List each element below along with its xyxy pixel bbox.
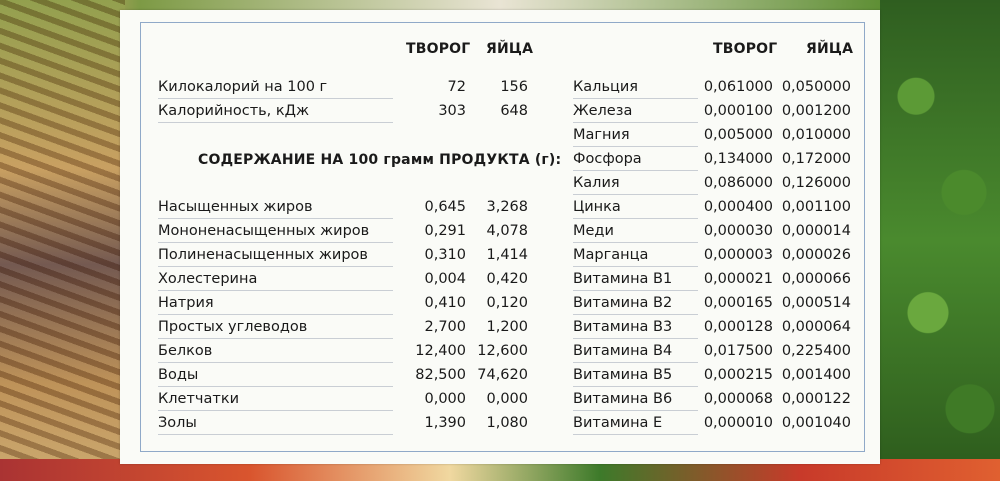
value-tvorog: 2,700 [424,319,466,335]
row-underline [573,194,698,195]
row-label: Железа [573,103,633,119]
row-underline [573,386,698,387]
row-label: Витамина Е [573,415,663,431]
table-row [573,364,851,388]
row-label: Полиненасыщенных жиров [158,247,368,263]
value-yaitsa: 0,001200 [781,103,851,119]
row-label: Насыщенных жиров [158,199,313,215]
table-row [158,412,528,436]
row-label: Калия [573,175,620,191]
row-underline [573,146,698,147]
row-underline [573,266,698,267]
value-yaitsa: 12,600 [477,343,528,359]
value-tvorog: 0,000215 [703,367,773,383]
value-tvorog: 12,400 [415,343,466,359]
value-yaitsa: 0,010000 [781,127,851,143]
value-tvorog: 72 [447,79,466,95]
table-row [573,268,851,292]
row-underline [573,98,698,99]
table-row [158,292,528,316]
table-row [573,196,851,220]
value-yaitsa: 0,000514 [781,295,851,311]
header-left-tvorog: ТВОРОГ [406,41,471,57]
value-yaitsa: 4,078 [486,223,528,239]
table-row [573,220,851,244]
row-underline [573,122,698,123]
value-yaitsa: 0,120 [486,295,528,311]
row-underline [158,410,393,411]
row-underline [573,338,698,339]
table-row [573,100,851,124]
row-label: Калорийность, кДж [158,103,310,119]
table-row [158,364,528,388]
row-label: Витамина В3 [573,319,673,335]
value-tvorog: 0,004 [424,271,466,287]
table-row [158,100,528,124]
value-yaitsa: 3,268 [486,199,528,215]
value-yaitsa: 0,000026 [781,247,851,263]
nutrition-panel [120,10,880,464]
row-underline [573,218,698,219]
row-underline [158,266,393,267]
row-label: Меди [573,223,614,239]
value-yaitsa: 0,225400 [781,343,851,359]
row-label: Витамина В4 [573,343,673,359]
table-row [158,196,528,220]
table-row [573,412,851,436]
row-label: Простых углеводов [158,319,308,335]
value-tvorog: 0,310 [424,247,466,263]
row-label: Витамина В1 [573,271,673,287]
table-row [158,268,528,292]
value-tvorog: 0,000068 [703,391,773,407]
row-label: Витамина В6 [573,391,673,407]
value-tvorog: 0,000400 [703,199,773,215]
row-underline [573,362,698,363]
value-tvorog: 0,000165 [703,295,773,311]
value-yaitsa: 1,080 [486,415,528,431]
row-underline [158,386,393,387]
table-row [573,292,851,316]
table-row [573,124,851,148]
table-row [158,340,528,364]
row-label: Марганца [573,247,649,263]
table-row [573,76,851,100]
background-basket [0,0,125,481]
row-label: Натрия [158,295,214,311]
row-label: Холестерина [158,271,258,287]
row-underline [573,410,698,411]
value-tvorog: 0,000010 [703,415,773,431]
table-row [573,340,851,364]
row-label: Килокалорий на 100 г [158,79,328,95]
value-tvorog: 0,000030 [703,223,773,239]
row-underline [573,290,698,291]
value-yaitsa: 0,001400 [781,367,851,383]
value-yaitsa: 0,000066 [781,271,851,287]
value-tvorog: 0,000021 [703,271,773,287]
table-row [573,316,851,340]
table-row [158,388,528,412]
row-underline [573,170,698,171]
value-tvorog: 0,000003 [703,247,773,263]
row-underline [158,242,393,243]
row-underline [158,122,393,123]
row-underline [158,218,393,219]
value-tvorog: 0,410 [424,295,466,311]
table-row [573,172,851,196]
row-label: Мононенасыщенных жиров [158,223,370,239]
value-tvorog: 0,000100 [703,103,773,119]
value-tvorog: 82,500 [415,367,466,383]
value-yaitsa: 0,000 [486,391,528,407]
value-yaitsa: 648 [500,103,528,119]
row-underline [158,98,393,99]
table-row [158,316,528,340]
row-underline [573,314,698,315]
value-yaitsa: 156 [500,79,528,95]
value-yaitsa: 0,126000 [781,175,851,191]
header-left-yaitsa: ЯЙЦА [486,41,534,57]
value-tvorog: 0,134000 [703,151,773,167]
value-tvorog: 0,017500 [703,343,773,359]
value-tvorog: 1,390 [424,415,466,431]
value-yaitsa: 74,620 [477,367,528,383]
value-tvorog: 0,000 [424,391,466,407]
value-tvorog: 0,645 [424,199,466,215]
row-underline [158,362,393,363]
row-underline [158,290,393,291]
header-right-tvorog: ТВОРОГ [713,41,778,57]
row-label: Магния [573,127,630,143]
table-row [158,76,528,100]
value-tvorog: 0,061000 [703,79,773,95]
row-underline [158,434,393,435]
row-underline [573,242,698,243]
value-tvorog: 0,000128 [703,319,773,335]
value-tvorog: 0,086000 [703,175,773,191]
value-yaitsa: 0,000014 [781,223,851,239]
value-yaitsa: 1,414 [486,247,528,263]
table-row [573,148,851,172]
row-label: Цинка [573,199,621,215]
value-tvorog: 0,291 [424,223,466,239]
row-label: Воды [158,367,199,383]
row-label: Витамина В5 [573,367,673,383]
value-yaitsa: 0,001040 [781,415,851,431]
value-tvorog: 303 [438,103,466,119]
value-yaitsa: 0,172000 [781,151,851,167]
row-label: Кальция [573,79,639,95]
row-underline [158,314,393,315]
table-row [573,244,851,268]
value-yaitsa: 0,001100 [781,199,851,215]
row-underline [158,338,393,339]
table-row [573,388,851,412]
header-right-yaitsa: ЯЙЦА [806,41,854,57]
value-yaitsa: 1,200 [486,319,528,335]
value-tvorog: 0,005000 [703,127,773,143]
value-yaitsa: 0,050000 [781,79,851,95]
row-label: Белков [158,343,213,359]
content-title: СОДЕРЖАНИЕ НА 100 грамм ПРОДУКТА (г): [198,152,562,168]
row-label: Клетчатки [158,391,240,407]
row-label: Фосфора [573,151,642,167]
table-row [158,220,528,244]
background-parsley [880,0,1000,481]
table-row [158,244,528,268]
value-yaitsa: 0,000064 [781,319,851,335]
row-underline [573,434,698,435]
row-label: Витамина В2 [573,295,673,311]
value-yaitsa: 0,000122 [781,391,851,407]
row-label: Золы [158,415,197,431]
value-yaitsa: 0,420 [486,271,528,287]
